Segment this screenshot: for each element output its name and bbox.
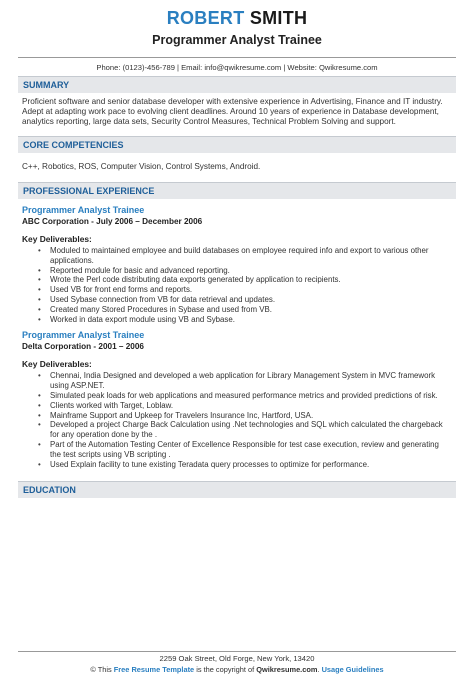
- job-company-dates: ABC Corporation - July 2006 – December 2006: [22, 217, 203, 226]
- job-company-dates: Delta Corporation - 2001 – 2006: [22, 342, 144, 352]
- header-divider: [18, 57, 456, 58]
- job-role: Programmer Analyst Trainee: [22, 205, 145, 215]
- qwikresume-link[interactable]: Qwikresume.com: [256, 665, 318, 674]
- job-role: Programmer Analyst Trainee: [22, 330, 145, 341]
- credit-prefix: © This: [90, 665, 112, 674]
- contact-line: Phone: (0123)-456-789 | Email: info@qwikresume.com | Website: Qwikresume.com: [96, 63, 378, 72]
- list-item: • Created many Stored Procedures in Sybase and used from VB.: [50, 305, 452, 315]
- resume-header: [0, 8, 474, 72]
- education-section: [0, 481, 474, 498]
- deliverables-list: [50, 246, 452, 324]
- experience-heading: PROFESSIONAL EXPERIENCE: [18, 182, 456, 199]
- list-item: • Used Explain facility to tune existing Teradata query processes to optimize for performance.: [50, 460, 452, 470]
- list-item: • Chennai, India Designed and developed a web application for Library Management System in MVC framework using ASP.NET.: [50, 371, 452, 391]
- competencies-text: C++, Robotics, ROS, Computer Vision, Control Systems, Android.: [22, 162, 261, 171]
- key-deliverables-label: Key Deliverables:: [22, 234, 92, 244]
- candidate-title: Programmer Analyst Trainee: [152, 33, 322, 47]
- list-item: • Simulated peak loads for web applications and measured performance metrics and provided predictions of risk.: [50, 391, 452, 401]
- list-item: • Part of the Automation Testing Center of Excellence Responsible for test case execution, review and generating the test scripts using VB scripting .: [50, 440, 452, 460]
- summary-section: [0, 76, 474, 127]
- competencies-section: [0, 136, 474, 172]
- credit-mid: is the copyright of: [196, 665, 255, 674]
- education-heading: EDUCATION: [18, 481, 456, 498]
- usage-guidelines-link[interactable]: Usage Guidelines: [321, 665, 384, 674]
- key-deliverables-label: Key Deliverables:: [22, 359, 92, 370]
- footer-address: 2259 Oak Street, Old Forge, New York, 13420: [159, 654, 315, 663]
- list-item: • Moduled to maintained employee and build databases on employee required info and export to various other applications.: [50, 246, 452, 266]
- list-item: • Clients worked with Target, Loblaw.: [50, 401, 452, 411]
- footer-divider: [18, 651, 456, 652]
- list-item: • Worked in data export module using VB and Sybase.: [50, 315, 452, 325]
- candidate-name: [0, 8, 474, 29]
- job-entry: [0, 205, 474, 324]
- last-name: SMITH: [249, 8, 308, 28]
- list-item: • Developed a project Charge Back Calculation using .Net technologies and SQL which calculated the chargeback for any operation done by the .: [50, 420, 452, 440]
- summary-heading: SUMMARY: [18, 76, 456, 93]
- list-item: • Wrote the Perl code distributing data exports generated by application to recipients.: [50, 275, 452, 285]
- competencies-heading: CORE COMPETENCIES: [18, 136, 456, 153]
- list-item: • Reported module for basic and advanced reporting.: [50, 266, 452, 276]
- deliverables-list: [50, 371, 452, 469]
- free-resume-template-link[interactable]: Free Resume Template: [113, 665, 195, 674]
- experience-section: [0, 182, 474, 469]
- list-item: • Mainframe Support and Upkeep for Travelers Insurance Inc, Hartford, USA.: [50, 411, 452, 421]
- job-entry: [0, 330, 474, 469]
- list-item: • Used Sybase connection from VB for data retrieval and updates.: [50, 295, 452, 305]
- credit-dot: .: [317, 665, 320, 674]
- list-item: • Used VB for front end forms and reports.: [50, 285, 452, 295]
- summary-text: Proficient software and senior database developer with extensive experience in Advertising, Finance and IT industry. Adept at adapting work pace to evolving client deadlines. Around 10 years of experience in Database development, analytics reporting, large data sets, Security Control Measures, Technical Problem Solving and support.: [22, 97, 443, 126]
- first-name: ROBERT: [166, 8, 245, 28]
